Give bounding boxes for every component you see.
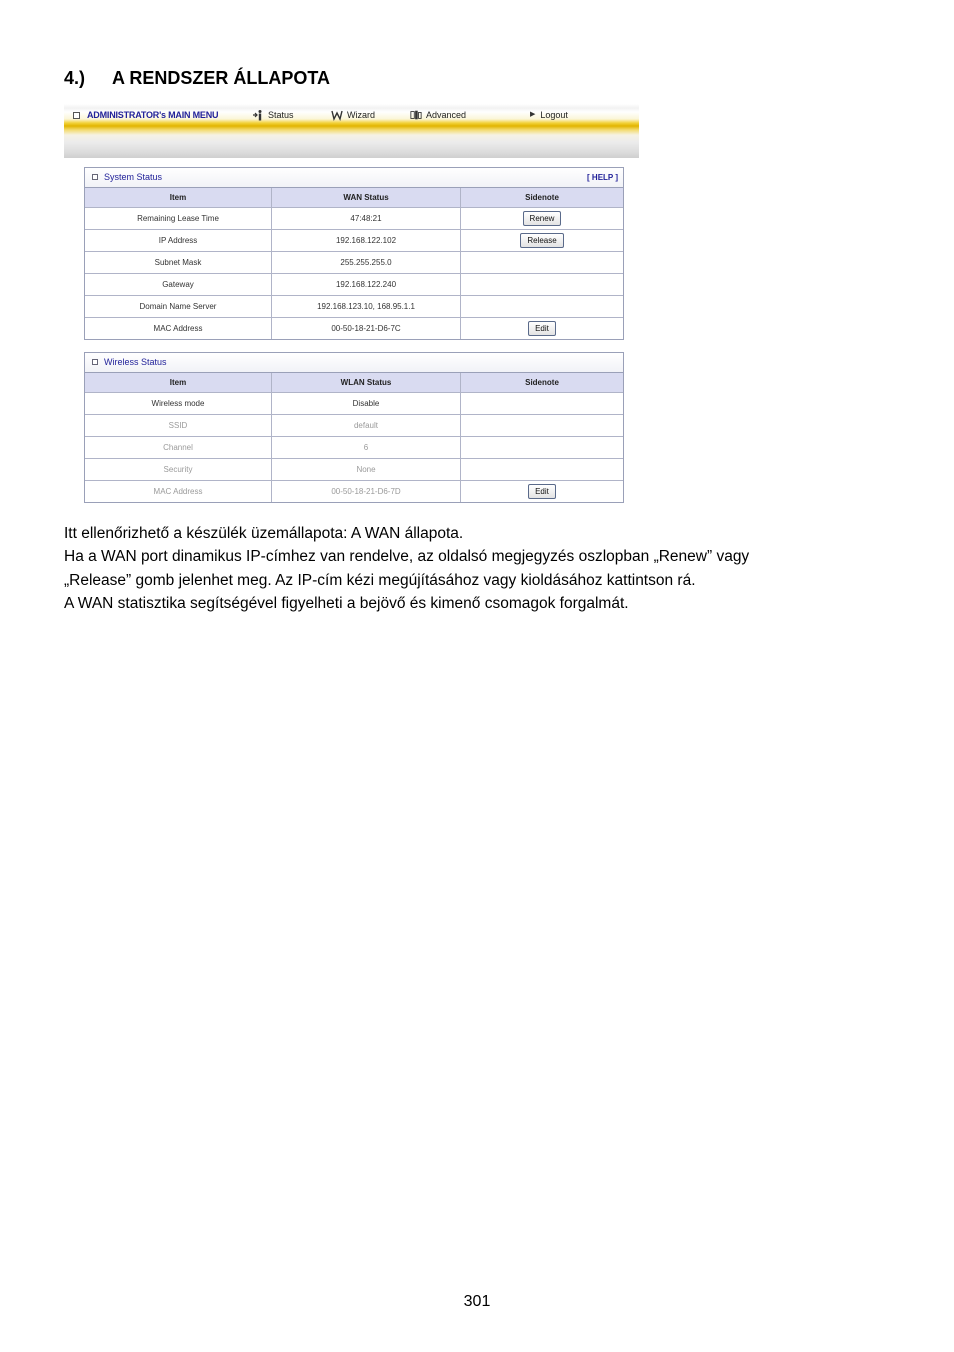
table-row <box>85 437 623 459</box>
row-value: 47:48:21 <box>272 208 461 230</box>
sidenote-cell <box>461 230 624 252</box>
paragraph-line: „Release” gomb jelenhet meg. Az IP-cím kézi megújításához vagy kioldásához kattintson rá. <box>64 571 696 589</box>
row-value: 00-50-18-21-D6-7D <box>272 481 461 503</box>
table-row <box>85 481 623 503</box>
status-icon <box>252 109 264 121</box>
square-bullet-icon <box>92 174 98 180</box>
wireless-status-panel <box>84 352 624 503</box>
section-heading <box>64 68 330 89</box>
advanced-icon <box>410 109 422 121</box>
table-row <box>85 296 623 318</box>
row-value: Disable <box>272 393 461 415</box>
row-value: 6 <box>272 437 461 459</box>
logout-arrow-icon: ▶ <box>530 111 536 118</box>
table-row <box>85 274 623 296</box>
table-header-row <box>85 373 623 393</box>
edit-wan-mac-button[interactable]: Edit <box>528 321 556 336</box>
row-label: Remaining Lease Time <box>85 208 272 230</box>
column-header-item: Item <box>85 188 272 208</box>
row-value: 255.255.255.0 <box>272 252 461 274</box>
wireless-status-table <box>85 373 623 502</box>
row-label: MAC Address <box>85 481 272 503</box>
sidenote-cell <box>461 208 624 230</box>
row-label: Domain Name Server <box>85 296 272 318</box>
row-label: Channel <box>85 437 272 459</box>
section-title: A RENDSZER ÁLLAPOTA <box>112 68 330 88</box>
system-status-header <box>85 168 623 188</box>
paragraph-line: A WAN statisztika segítségével figyelheti a bejövő és kimenő csomagok forgalmát. <box>64 594 629 612</box>
table-row <box>85 318 623 340</box>
wireless-status-title-text: Wireless Status <box>104 357 167 367</box>
page-number: 301 <box>463 1293 491 1310</box>
row-label: Subnet Mask <box>85 252 272 274</box>
column-header-sidenote: Sidenote <box>461 188 624 208</box>
table-row <box>85 230 623 252</box>
section-number: 4.) <box>64 68 86 88</box>
release-button[interactable]: Release <box>520 233 563 248</box>
column-header-item: Item <box>85 373 272 393</box>
menu-status[interactable] <box>252 108 294 122</box>
square-bullet-icon <box>92 359 98 365</box>
column-header-wlan-status: WLAN Status <box>272 373 461 393</box>
sidenote-cell <box>461 415 624 437</box>
row-label: SSID <box>85 415 272 437</box>
paragraph-line: Ha a WAN port dinamikus IP-címhez van rendelve, az oldalsó megjegyzés oszlopban „Renew” vagy <box>64 548 750 566</box>
logout-label: Logout <box>540 110 568 120</box>
column-header-wan-status: WAN Status <box>272 188 461 208</box>
table-row <box>85 252 623 274</box>
wizard-label: Wizard <box>347 110 376 120</box>
advanced-label: Advanced <box>426 110 467 120</box>
row-label: MAC Address <box>85 318 272 340</box>
table-header-row <box>85 188 623 208</box>
edit-wlan-mac-button[interactable]: Edit <box>528 484 556 499</box>
status-label: Status <box>268 110 294 120</box>
row-label: Security <box>85 459 272 481</box>
admin-menu-label: ADMINISTRATOR's MAIN MENU <box>87 110 219 120</box>
admin-main-menu[interactable] <box>73 108 218 122</box>
row-value: None <box>272 459 461 481</box>
sidenote-cell <box>461 437 624 459</box>
square-bullet-icon <box>73 112 80 119</box>
column-header-sidenote: Sidenote <box>461 373 624 393</box>
system-status-table <box>85 188 623 339</box>
table-row <box>85 415 623 437</box>
table-row <box>85 393 623 415</box>
router-status-screenshot <box>64 104 639 510</box>
sidenote-cell <box>461 274 624 296</box>
sidenote-cell <box>461 252 624 274</box>
row-value: default <box>272 415 461 437</box>
sidenote-cell <box>461 318 624 340</box>
main-menu-bar <box>64 104 639 158</box>
row-value: 00-50-18-21-D6-7C <box>272 318 461 340</box>
menu-advanced[interactable] <box>410 108 466 122</box>
paragraph-line: Itt ellenőrizhető a készülék üzemállapota: A WAN állapota. <box>64 525 464 542</box>
system-status-title-text: System Status <box>104 172 163 182</box>
sidenote-cell <box>461 296 624 318</box>
table-row <box>85 208 623 230</box>
renew-button[interactable]: Renew <box>523 211 562 226</box>
table-row <box>85 459 623 481</box>
wizard-icon <box>331 109 343 121</box>
menu-logout[interactable] <box>530 108 568 122</box>
sidenote-cell <box>461 459 624 481</box>
row-label: IP Address <box>85 230 272 252</box>
description-paragraph <box>64 522 894 615</box>
help-link[interactable]: [ HELP ] <box>587 173 618 182</box>
sidenote-cell <box>461 481 624 503</box>
sidenote-cell <box>461 393 624 415</box>
row-value: 192.168.122.102 <box>272 230 461 252</box>
wireless-status-title <box>92 357 167 367</box>
row-label: Wireless mode <box>85 393 272 415</box>
menu-wizard[interactable] <box>331 108 375 122</box>
wireless-status-header <box>85 353 623 373</box>
row-value: 192.168.122.240 <box>272 274 461 296</box>
system-status-title <box>92 172 162 182</box>
system-status-panel <box>84 167 624 340</box>
row-label: Gateway <box>85 274 272 296</box>
row-value: 192.168.123.10, 168.95.1.1 <box>272 296 461 318</box>
